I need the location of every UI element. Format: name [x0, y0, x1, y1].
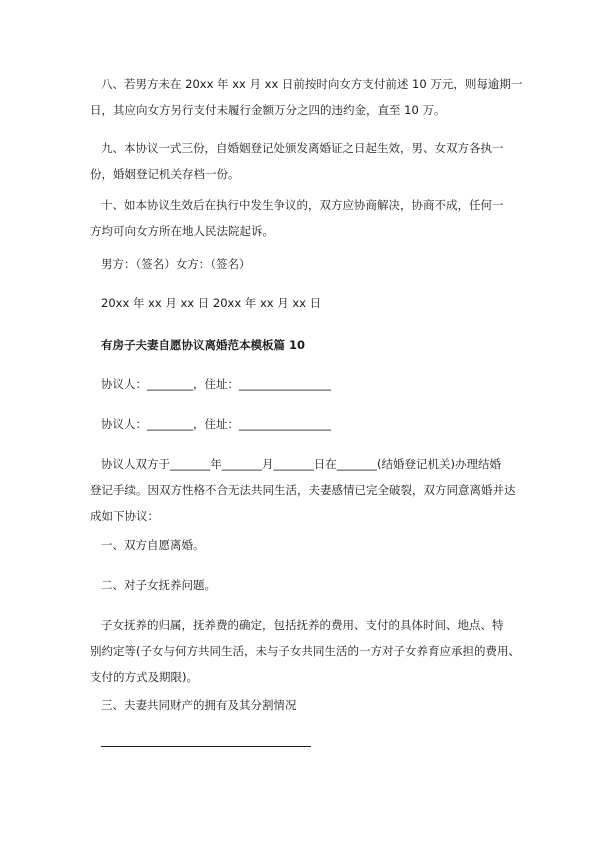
item-one — [101, 532, 533, 558]
party-one — [101, 371, 533, 397]
clause-eight-line-2: 日，其应向女方另行支付未履行金额万分之四的违约金，直至 10 万。 — [90, 103, 446, 117]
section-title — [101, 332, 533, 358]
clause-nine-line-2: 份，婚姻登记机关存档一份。 — [90, 167, 240, 181]
party-one-text: 协议人：________，住址：________________ — [101, 377, 331, 391]
child-support-line-3: 支付的方式及期限)。 — [90, 670, 198, 684]
child-support-line-1: 子女抚养的归属，抚养费的确定，包括抚养的费用、支付的具体时间、地点、特 — [101, 618, 504, 632]
item-three-text: 三、夫妻共同财产的拥有及其分割情况 — [101, 698, 297, 712]
section-title-text: 有房子夫妻自愿协议离婚范本模板篇 10 — [101, 338, 306, 352]
clause-eight-line-1: 八、若男方未在 20xx 年 xx 月 xx 日前按时向女方支付前述 10 万元，则每逾期一 — [101, 77, 523, 91]
party-two — [101, 411, 533, 437]
agreement-intro — [90, 451, 533, 529]
item-one-text: 一、双方自愿离婚。 — [101, 538, 205, 552]
clause-ten-line-1: 十、如本协议生效后在执行中发生争议的，双方应协商解决，协商不成，任何一 — [101, 198, 504, 212]
child-support-line-2: 别约定等(子女与何方共同生活，未与子女共同生活的一方对子女养育应承担的费用、 — [90, 644, 520, 658]
item-three — [101, 692, 533, 718]
date-line — [101, 290, 533, 316]
signature-line — [101, 251, 533, 277]
signature-text: 男方：（签名）女方：（签名） — [101, 257, 251, 271]
blank-fill-line — [101, 746, 311, 747]
clause-nine — [90, 135, 533, 187]
item-two-text: 二、对子女抚养问题。 — [101, 578, 216, 592]
party-two-text: 协议人：________，住址：________________ — [101, 417, 331, 431]
agreement-intro-line-2: 登记手续。因双方性格不合无法共同生活，夫妻感情已完全破裂，双方同意离婚并达 — [90, 483, 516, 497]
agreement-intro-line-3: 成如下协议： — [90, 509, 159, 523]
agreement-intro-line-1: 协议人双方于_______年_______月_______日在_______(结婚登记机关)办理结婚 — [101, 457, 501, 471]
clause-ten-line-2: 方均可向女方所在地人民法院起诉。 — [90, 224, 274, 238]
clause-nine-line-1: 九、本协议一式三份，自婚姻登记处颁发离婚证之日起生效，男、女双方各执一 — [101, 141, 504, 155]
clause-ten — [90, 192, 533, 244]
item-two — [101, 572, 533, 598]
date-text: 20xx 年 xx 月 xx 日 20xx 年 xx 月 xx 日 — [101, 296, 322, 310]
clause-eight — [90, 71, 533, 123]
child-support-paragraph — [90, 612, 533, 690]
